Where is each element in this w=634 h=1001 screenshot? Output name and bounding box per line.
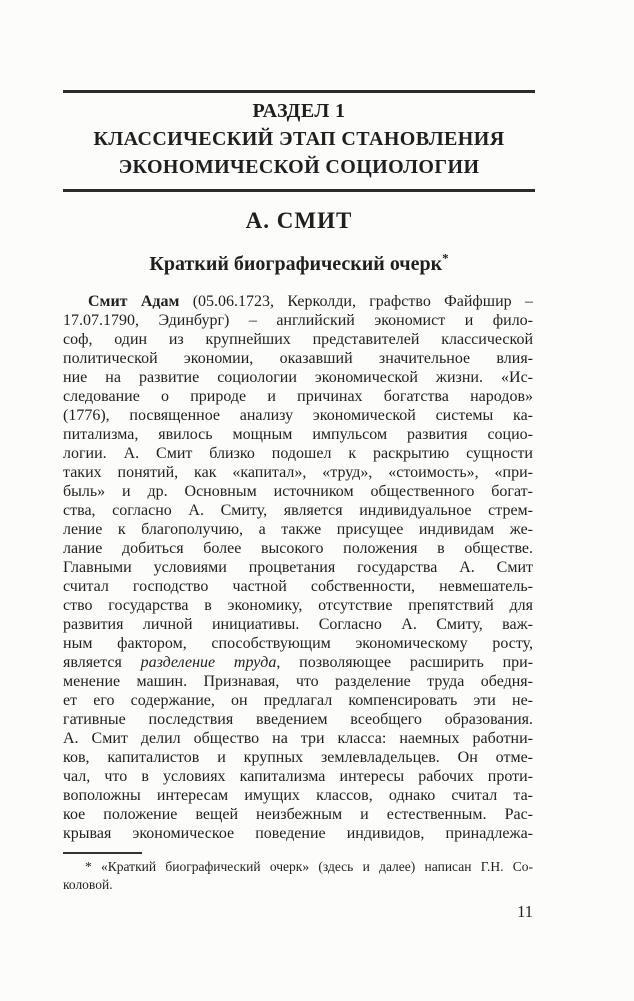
body-italic-text: разделение труда	[140, 654, 277, 671]
body-text: таких понятий, как «капитал», «труд», «стоимость», «при-	[63, 464, 533, 481]
footnote-rule	[63, 852, 142, 854]
body-text: (1776), посвященное анализу экономической системы ка-	[63, 407, 533, 424]
body-text: лание добиться более высокого положения в обществе.	[63, 540, 533, 557]
body-paragraph	[63, 292, 533, 843]
body-line	[63, 691, 533, 710]
header-top-rule	[63, 90, 535, 93]
body-text: быль» и др. Основным источником общественного богат-	[63, 483, 533, 500]
body-text: развития личной инициативы. Согласно А. Смиту, важ-	[63, 616, 533, 633]
chapter-subtitle-text: Краткий биографический очерк	[149, 253, 443, 275]
body-text: воположны интересам имущих классов, однако считал та-	[63, 787, 533, 804]
body-line	[63, 653, 533, 672]
body-text: логии. А. Смит близко подошел к раскрытию сущности	[63, 445, 533, 462]
body-line	[63, 710, 533, 729]
body-line	[63, 292, 533, 311]
body-line	[63, 634, 533, 653]
body-line	[63, 425, 533, 444]
body-text: соф, один из крупнейших представителей классической	[63, 331, 533, 348]
section-title-line-1: РАЗДЕЛ 1	[252, 100, 346, 122]
body-line	[63, 672, 533, 691]
section-header	[63, 97, 535, 181]
body-text: Главными условиями процветания государства А. Смит	[63, 559, 533, 576]
body-text: А. Смит делил общество на три класса: наемных работни-	[63, 730, 533, 747]
body-text: следование о природе и причинах богатства народов»	[63, 388, 533, 405]
body-bold-text: Смит Адам	[88, 293, 180, 310]
body-line	[63, 444, 533, 463]
section-title-line-3: ЭКОНОМИЧЕСКОЙ СОЦИОЛОГИИ	[118, 156, 480, 178]
body-line	[63, 539, 533, 558]
body-line	[63, 501, 533, 520]
body-line	[63, 368, 533, 387]
body-text: питализма, явилось мощным импульсом развития социо-	[63, 426, 533, 443]
footnote-reference-marker: *	[442, 250, 449, 266]
body-text: менение машин. Признавая, что разделение труда обедня-	[63, 673, 533, 690]
body-text: считал господство частной собственности, невмешатель-	[63, 578, 533, 595]
body-text: 17.07.1790, Эдинбург) – английский экономист и фило-	[63, 312, 533, 329]
body-text: крывая экономическое поведение индивидов, принадлежа-	[63, 825, 533, 842]
body-text: ет его содержание, он предлагал компенсировать эти не-	[63, 692, 533, 709]
body-line	[63, 577, 533, 596]
chapter-author-heading: А. СМИТ	[245, 208, 353, 233]
section-title-line-2: КЛАССИЧЕСКИЙ ЭТАП СТАНОВЛЕНИЯ	[93, 128, 505, 150]
body-line	[63, 349, 533, 368]
body-line	[63, 615, 533, 634]
body-text: чал, что в условиях капитализма интересы рабочих проти-	[63, 768, 533, 785]
footnote-line-1: * «Краткий биографический очерк» (здесь и далее) написан Г.Н. Со-	[85, 859, 533, 874]
body-text: ство государства в экономику, отсутствие препятствий для	[63, 597, 533, 614]
body-line	[63, 767, 533, 786]
body-line	[63, 596, 533, 615]
body-text: кое положение вещей неизбежным и естественным. Рас-	[63, 806, 533, 823]
body-text: политической экономии, оказавший значительное влия-	[63, 350, 533, 367]
body-line	[63, 748, 533, 767]
body-line	[63, 482, 533, 501]
body-line	[63, 558, 533, 577]
body-line	[63, 786, 533, 805]
body-line	[63, 387, 533, 406]
body-text: , позволяющее расширить при-	[276, 654, 533, 671]
body-line	[63, 805, 533, 824]
body-text: ков, капиталистов и крупных землевладельцев. Он отме-	[63, 749, 533, 766]
body-text: гативные последствия введением всеобщего образования.	[63, 711, 533, 728]
body-line	[63, 520, 533, 539]
body-text: является	[63, 654, 141, 671]
body-line	[63, 824, 533, 843]
footnote-line-2: коловой.	[63, 876, 113, 892]
body-text: (05.06.1723, Керколди, графство Файфшир –	[179, 293, 533, 310]
body-line	[63, 729, 533, 748]
chapter-subtitle	[63, 250, 535, 276]
body-text: ние на развитие социологии экономической жизни. «Ис-	[63, 369, 533, 386]
footnote	[63, 852, 533, 893]
body-text: ление к благополучию, а также присущее индивидам же-	[63, 521, 533, 538]
body-line	[63, 463, 533, 482]
body-text: ства, согласно А. Смиту, является индивидуальное стрем-	[63, 502, 533, 519]
body-text: ным фактором, способствующим экономическому росту,	[63, 635, 533, 652]
page-number: 11	[517, 902, 533, 921]
body-line	[63, 311, 533, 330]
body-line	[63, 406, 533, 425]
header-bottom-rule	[63, 189, 535, 192]
body-line	[63, 330, 533, 349]
